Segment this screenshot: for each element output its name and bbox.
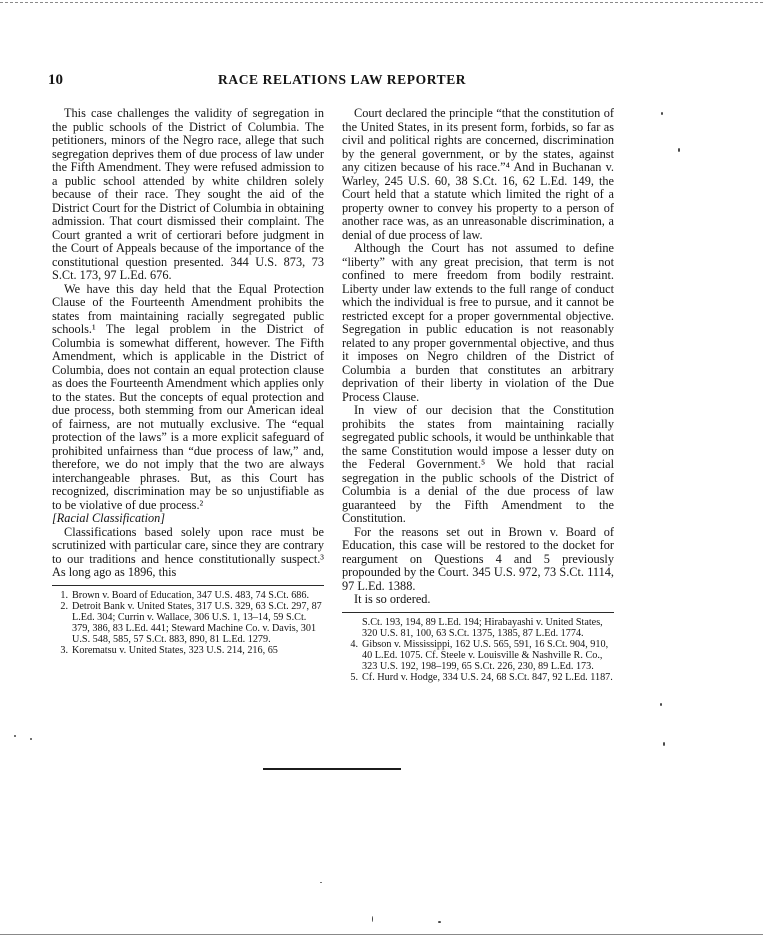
scan-speck xyxy=(438,921,441,923)
footnote-divider xyxy=(342,612,614,613)
footnote-divider xyxy=(52,585,324,586)
footnote-text: Gibson v. Mississippi, 162 U.S. 565, 591, 16 S.Ct. 904, 910, 40 L.Ed. 1075. Cf. Steele v. Louisville & Nashville R. Co., 323 U.S. 192, 198–199, 65 S.Ct. 226, 230, 89 L.Ed. 173. xyxy=(362,638,609,672)
paragraph: Classifications based solely upon race must be scrutinized with particular care, since they are contrary to our traditions and hence constitutionally suspect.³ As long ago as 1896, this xyxy=(52,524,324,579)
footnotes-left xyxy=(52,590,324,656)
footnote-text: Detroit Bank v. United States, 317 U.S. 329, 63 S.Ct. 297, 87 L.Ed. 304; Currin v. Wallace, 306 U.S. 1, 13–14, 59 S.Ct. 379, 386, 83 L.Ed. 441; Steward Machine Co. v. Davis, 301 U.S. 548, 585, 57 S.Ct. 883, 890, 81 L.Ed. 1279. xyxy=(72,600,322,645)
running-head: RACE RELATIONS LAW REPORTER xyxy=(218,72,467,87)
footnote xyxy=(52,590,324,601)
end-of-opinion-rule xyxy=(263,768,401,770)
scan-speck xyxy=(320,882,322,883)
footnote-continuation: S.Ct. 193, 194, 89 L.Ed. 194; Hirabayashi v. United States, 320 U.S. 81, 100, 63 S.Ct. 1375, 1385, 87 L.Ed. 1774. xyxy=(362,616,603,639)
footnote-number: 5. xyxy=(350,671,358,683)
footnote-number: 4. xyxy=(350,638,358,650)
footnote xyxy=(342,672,614,683)
scan-speck xyxy=(660,703,662,706)
footnote xyxy=(342,639,614,672)
right-column xyxy=(342,107,614,683)
section-heading: [Racial Classification] xyxy=(52,511,166,525)
paragraph: Court declared the principle “that the constitution of the United States, in its present form, forbids, so far as civil and political rights are concerned, discrimination by the general government, or by the states, against any citizen because of his race.”⁴ And in Buchanan v. Warley, 245 U.S. 60, 38 S.Ct. 16, 62 L.Ed. 149, the Court held that a statute which limited the right of a property owner to convey his property to a person of another race was, as an unreasonable discrimination, a denial of due process of law. xyxy=(342,106,614,242)
footnote-number: 2. xyxy=(60,600,68,612)
paragraph: This case challenges the validity of segregation in the public schools of the District of Columbia. The petitioners, minors of the Negro race, allege that such segregation deprives them of due process of law under the Fifth Amendment. They were refused admission to a public school attended by white children solely because of their race. They sought the aid of the District Court for the District of Columbia in obtaining admission. That court dismissed their complaint. The Court granted a writ of certiorari before judgment in the Court of Appeals because of the importance of the constitutional question presented. 344 U.S. 873, 73 S.Ct. 173, 97 L.Ed. 676. xyxy=(52,106,324,282)
paragraph: We have this day held that the Equal Protection Clause of the Fourteenth Amendment prohibits the states from maintaining racially segregated public schools.¹ The legal problem in the District of Columbia is somewhat different, however. The Fifth Amendment, which is applicable in the District of Columbia, does not contain an equal protection clause as does the Fourteenth Amendment which applies only to the states. But the concepts of equal protection and due process, both stemming from our American ideal of fairness, are not mutually exclusive. The “equal protection of the laws” is a more explicit safeguard of prohibited unfairness than “due process of law,” and, therefore, we do not imply that the two are always interchangeable phrases. But, as this Court has recognized, discrimination may be so unjustifiable as to be violative of due process.² xyxy=(52,281,324,512)
bottom-page-border xyxy=(0,934,763,935)
scan-speck xyxy=(678,148,680,152)
footnotes-right xyxy=(342,617,614,683)
paragraph: It is so ordered. xyxy=(354,592,431,606)
page-header xyxy=(48,72,648,90)
scan-speck xyxy=(372,916,373,922)
page-number: 10 xyxy=(48,72,63,88)
footnote xyxy=(52,645,324,656)
left-column xyxy=(52,107,324,656)
footnote-number: 1. xyxy=(60,589,68,601)
scan-speck xyxy=(14,735,16,737)
top-page-border xyxy=(0,2,763,3)
paragraph: Although the Court has not assumed to define “liberty” with any great precision, that term is not confined to mere freedom from bodily restraint. Liberty under law extends to the full range of conduct which the individual is free to pursue, and it cannot be restricted except for a proper governmental objective. Segregation in public education is not reasonably related to any proper governmental objective, and thus it imposes on Negro children of the District of Columbia a burden that constitutes an arbitrary deprivation of their liberty in violation of the Due Process Clause. xyxy=(342,241,614,404)
footnote-text: Korematsu v. United States, 323 U.S. 214, 216, 65 xyxy=(72,644,278,656)
footnote-text: Brown v. Board of Education, 347 U.S. 483, 74 S.Ct. 686. xyxy=(72,589,310,601)
scan-speck xyxy=(30,738,32,740)
scan-speck xyxy=(661,112,663,115)
scan-speck xyxy=(663,742,665,746)
paragraph: For the reasons set out in Brown v. Board of Education, this case will be restored to the docket for reargument on Questions 4 and 5 previously propounded by the Court. 345 U.S. 972, 73 S.Ct. 1114, 97 L.Ed. 1388. xyxy=(342,524,614,593)
footnote xyxy=(52,601,324,645)
paragraph: In view of our decision that the Constitution prohibits the states from maintaining racially segregated public schools, it would be unthinkable that the same Constitution would impose a lesser duty on the Federal Government.⁵ We hold that racial segregation in the public schools of the District of Columbia is a denial of the due process of law guaranteed by the Fifth Amendment to the Constitution. xyxy=(342,403,614,525)
footnote-text: Cf. Hurd v. Hodge, 334 U.S. 24, 68 S.Ct. 847, 92 L.Ed. 1187. xyxy=(362,671,613,683)
footnote-number: 3. xyxy=(60,644,68,656)
